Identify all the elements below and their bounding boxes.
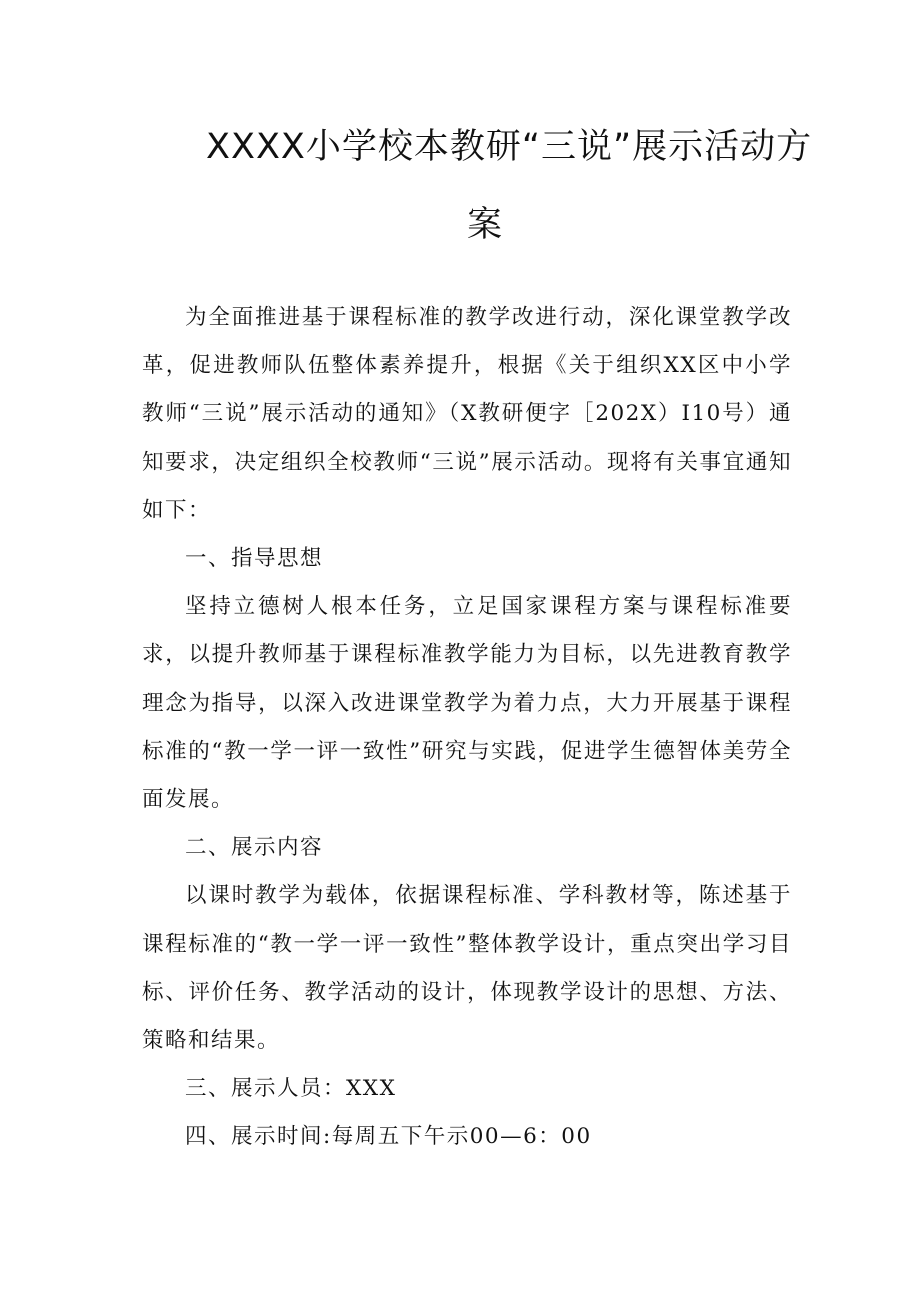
guiding-ideology-paragraph: 坚持立德树人根本任务，立足国家课程方案与课程标准要求，以提升教师基于课程标准教学能力为目标，以先进教育教学理念为指导，以深入改进课堂教学为着力点，大力开展基于课程标准的“教一学一评一致性”研究与实践，促进学生德智体美劳全面发展。 [142,594,792,813]
content-paragraph: 以课时教学为载体，依据课程标准、学科教材等，陈述基于课程标准的“教一学一评一致性”整体教学设计，重点突出学习目标、评价任务、教学活动的设计，体现教学设计的思想、方法、策略和结果。 [142,883,792,1054]
section-heading-time: 四、展示时间:每周五下午示00—6：00 [185,1124,592,1150]
section-heading-personnel: 三、展示人员：XXX [185,1076,397,1102]
title-line-1: XXXX小学校本教研“三说”展示活动方 [206,127,813,167]
title-line-2: 案 [466,205,503,245]
section-heading-guiding-ideology: 一、指导思想 [185,546,324,572]
intro-paragraph: 为全面推进基于课程标准的教学改进行动，深化课堂教学改革，促进教师队伍整体素养提升，根据《关于组织XX区中小学教师“三说”展示活动的通知》（X教研便字［202X）I10号）通知要求，决定组织全校教师“三说”展示活动。现将有关事宜通知如下： [142,305,792,523]
document-body [142,294,792,1162]
section-heading-content: 二、展示内容 [185,835,324,861]
document-title [140,112,813,260]
